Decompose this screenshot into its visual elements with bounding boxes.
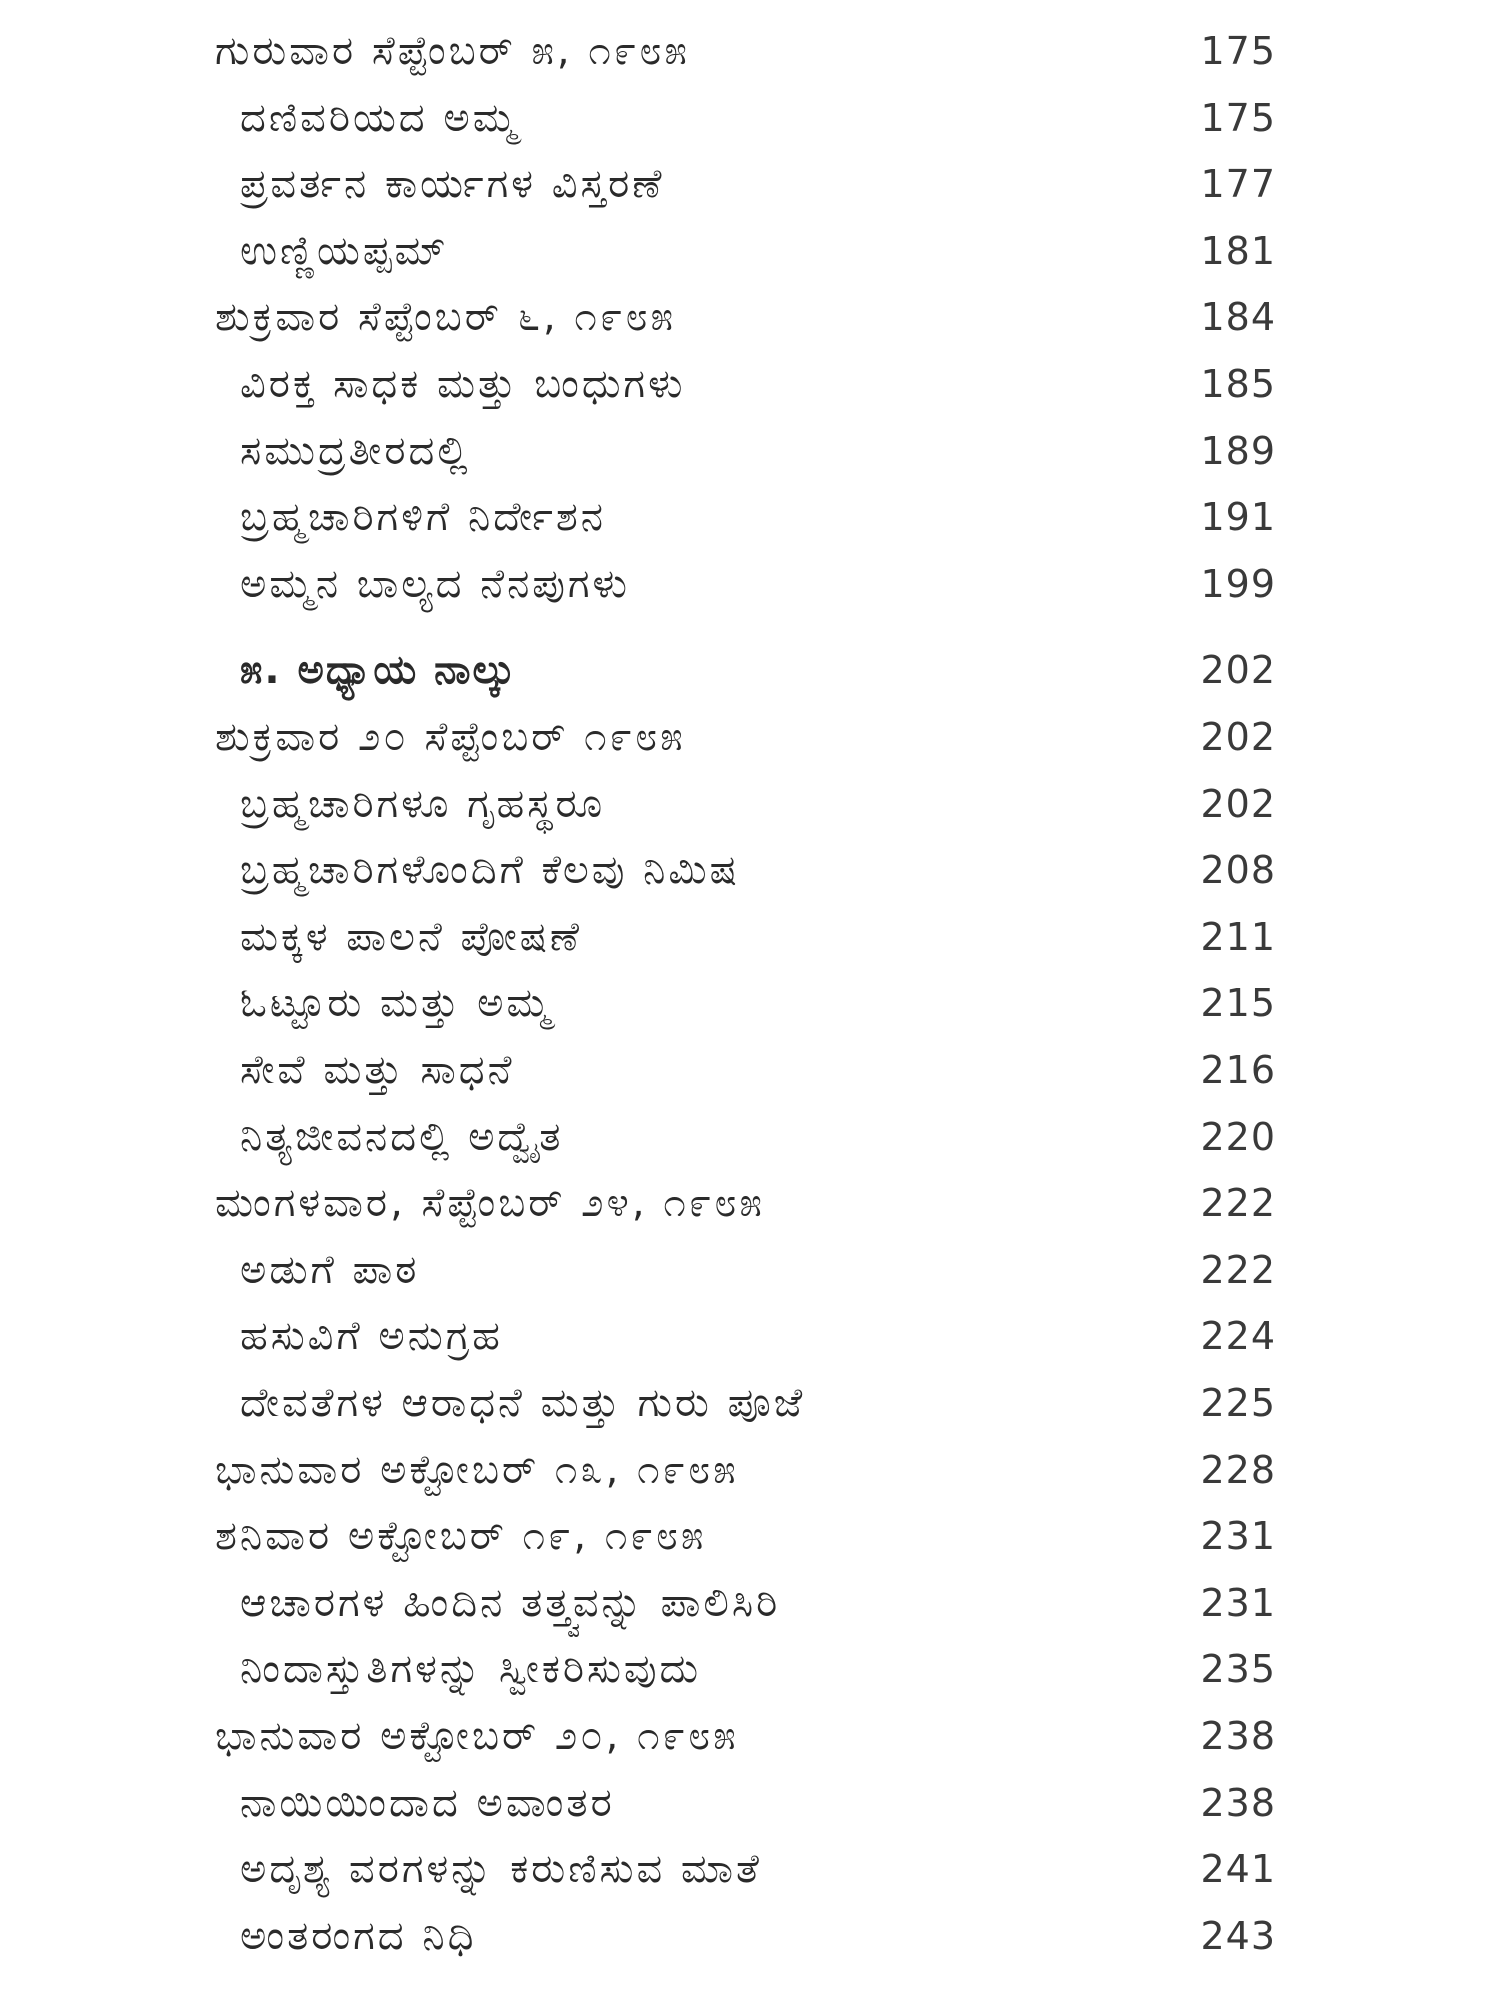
toc-page-number: 216 <box>1200 1048 1276 1092</box>
toc-section-row <box>0 1170 1500 1236</box>
toc-page-number: 235 <box>1200 1647 1276 1691</box>
toc-title: ಸೇವೆ ಮತ್ತು ಸಾಧನೆ <box>240 1047 515 1093</box>
toc-page-number: 211 <box>1200 915 1276 959</box>
toc-section-row <box>0 18 1500 84</box>
toc-entry-row <box>0 1303 1500 1369</box>
toc-page-number: 175 <box>1200 29 1276 73</box>
toc-page-number: 241 <box>1200 1847 1276 1891</box>
toc-title: ಶುಕ್ರವಾರ ಸೆಪ್ಟೆಂಬರ್ ೬, ೧೯೮೫ <box>215 294 677 340</box>
toc-section-row <box>0 1703 1500 1769</box>
toc-title: ಅಡುಗೆ ಪಾಠ <box>240 1247 420 1293</box>
toc-title: ಗುರುವಾರ ಸೆಪ್ಟೆಂಬರ್ ೫, ೧೯೮೫ <box>215 28 690 74</box>
toc-page-number: 220 <box>1200 1115 1276 1159</box>
toc-title: ವಿರಕ್ತ ಸಾಧಕ ಮತ್ತು ಬಂಧುಗಳು <box>240 361 686 407</box>
toc-title: ಭಾನುವಾರ ಅಕ್ಟೋಬರ್ ೨೦, ೧೯೮೫ <box>215 1713 739 1759</box>
toc-title: ಓಟ್ಟೂರು ಮತ್ತು ಅಮ್ಮ <box>240 980 553 1026</box>
toc-entry-row <box>0 85 1500 151</box>
toc-entry-row <box>0 771 1500 837</box>
chapter-heading-row <box>0 637 1500 703</box>
toc-page-number: 181 <box>1200 229 1276 273</box>
toc-entry-row <box>0 484 1500 550</box>
toc-page-number: 202 <box>1200 782 1276 826</box>
toc-title: ಅಂತರಂಗದ ನಿಧಿ <box>240 1913 477 1959</box>
toc-page-number: 199 <box>1200 562 1276 606</box>
toc-page-number: 215 <box>1200 981 1276 1025</box>
toc-entry-row <box>0 970 1500 1036</box>
toc-page-number: 189 <box>1200 429 1276 473</box>
toc-page-number: 208 <box>1200 848 1276 892</box>
toc-title: ನಾಯಿಯಿಂದಾದ ಅವಾಂತರ <box>240 1780 615 1826</box>
toc-entry-row <box>0 218 1500 284</box>
toc-section-row <box>0 284 1500 350</box>
toc-page-number: 238 <box>1200 1714 1276 1758</box>
toc-page-number: 202 <box>1200 648 1276 692</box>
toc-title: ಬ್ರಹ್ಮಚಾರಿಗಳೊಂದಿಗೆ ಕೆಲವು ನಿಮಿಷ <box>240 847 740 893</box>
toc-page-number: 175 <box>1200 96 1276 140</box>
toc-page-number: 222 <box>1200 1181 1276 1225</box>
toc-page-number: 231 <box>1200 1581 1276 1625</box>
toc-page-number: 238 <box>1200 1781 1276 1825</box>
toc-page-number: 191 <box>1200 495 1276 539</box>
toc-title: ಅದೃಶ್ಯ ವರಗಳನ್ನು ಕರುಣಿಸುವ ಮಾತೆ <box>240 1846 762 1892</box>
toc-title: ನಿತ್ಯಜೀವನದಲ್ಲಿ ಅದ್ವೈತ <box>240 1114 564 1160</box>
toc-entry-row <box>0 1770 1500 1836</box>
toc-title: ಶನಿವಾರ ಅಕ್ಟೋಬರ್ ೧೯, ೧೯೮೫ <box>215 1513 707 1559</box>
toc-title: ಮಕ್ಕಳ ಪಾಲನೆ ಪೋಷಣೆ <box>240 914 583 960</box>
toc-title: ದಣಿವರಿಯದ ಅಮ್ಮ <box>240 95 520 141</box>
toc-entry-row <box>0 351 1500 417</box>
toc-title: ಅಮ್ಮನ ಬಾಲ್ಯದ ನೆನಪುಗಳು <box>240 561 630 607</box>
toc-page-number: 185 <box>1200 362 1276 406</box>
toc-entry-row <box>0 1104 1500 1170</box>
toc-title: ಶುಕ್ರವಾರ ೨೦ ಸೆಪ್ಟೆಂಬರ್ ೧೯೮೫ <box>215 714 686 760</box>
toc-section-row <box>0 704 1500 770</box>
toc-entry-row <box>0 151 1500 217</box>
toc-page-number: 202 <box>1200 715 1276 759</box>
toc-title: ಆಚಾರಗಳ ಹಿಂದಿನ ತತ್ತ್ವವನ್ನು ಪಾಲಿಸಿರಿ <box>240 1580 781 1626</box>
toc-page-number: 222 <box>1200 1248 1276 1292</box>
toc-entry-row <box>0 1836 1500 1902</box>
toc-title: ಬ್ರಹ್ಮಚಾರಿಗಳೂ ಗೃಹಸ್ಥರೂ <box>240 781 606 827</box>
toc-title: ಬ್ರಹ್ಮಚಾರಿಗಳಿಗೆ ನಿರ್ದೇಶನ <box>240 494 607 540</box>
toc-title: ಭಾನುವಾರ ಅಕ್ಟೋಬರ್ ೧೩, ೧೯೮೫ <box>215 1447 739 1493</box>
toc-page-number: 231 <box>1200 1514 1276 1558</box>
toc-title: ೫. ಅಧ್ಯಾಯ ನಾಲ್ಕು <box>240 647 517 693</box>
toc-entry-row <box>0 418 1500 484</box>
toc-entry-row <box>0 551 1500 617</box>
toc-entry-row <box>0 837 1500 903</box>
toc-title: ಹಸುವಿಗೆ ಅನುಗ್ರಹ <box>240 1313 503 1359</box>
toc-title: ಸಮುದ್ರತೀರದಲ್ಲಿ <box>240 428 471 474</box>
toc-entry-row <box>0 1037 1500 1103</box>
toc-page-number: 243 <box>1200 1914 1276 1958</box>
toc-entry-row <box>0 1903 1500 1969</box>
toc-title: ನಿಂದಾಸ್ತುತಿಗಳನ್ನು ಸ್ವೀಕರಿಸುವುದು <box>240 1646 702 1692</box>
toc-title: ಪ್ರವರ್ತನ ಕಾರ್ಯಗಳ ವಿಸ್ತರಣೆ <box>240 161 665 207</box>
toc-title: ಮಂಗಳವಾರ, ಸೆಪ್ಟೆಂಬರ್ ೨೪, ೧೯೮೫ <box>215 1180 765 1226</box>
toc-title: ಉಣ್ಣಿಯಪ್ಪಮ್ <box>240 228 449 274</box>
toc-page-number: 225 <box>1200 1381 1276 1425</box>
toc-section-row <box>0 1437 1500 1503</box>
toc-entry-row <box>0 1237 1500 1303</box>
toc-entry-row <box>0 1570 1500 1636</box>
toc-page-number: 177 <box>1200 162 1276 206</box>
toc-entry-row <box>0 1636 1500 1702</box>
toc-section-row <box>0 1503 1500 1569</box>
toc-page-number: 184 <box>1200 295 1276 339</box>
toc-page-number: 224 <box>1200 1314 1276 1358</box>
toc-title: ದೇವತೆಗಳ ಆರಾಧನೆ ಮತ್ತು ಗುರು ಪೂಜೆ <box>240 1380 806 1426</box>
toc-entry-row <box>0 904 1500 970</box>
toc-entry-row <box>0 1370 1500 1436</box>
toc-page-number: 228 <box>1200 1448 1276 1492</box>
